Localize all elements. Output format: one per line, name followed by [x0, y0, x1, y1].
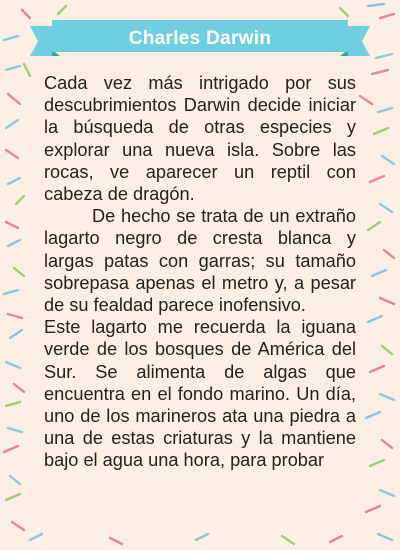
page-title: Charles Darwin [128, 28, 272, 49]
body-text [44, 72, 356, 472]
title-banner [30, 20, 370, 58]
paragraph: Este lagarto me recuerda la iguana verde de los bosques de América del Sur. Se alimenta de algas que encuentra en el fondo marino. Un día, uno de los marineros ata una piedra a una de estas criaturas y la mantiene bajo el agua una hora, para probar [44, 317, 356, 471]
paragraph: De hecho se trata de un extraño lagarto negro de cresta blanca y largas patas con garras; su tamaño sobrepasa apenas el metro y, a pesar de su fealdad parece inofensivo. [44, 206, 356, 316]
paragraph: Cada vez más intrigado por sus descubrimientos Darwin decide iniciar la búsqueda de otras especies y explorar una nueva isla. Sobre las rocas, ve aparecer un reptil con cabeza de dragón. [44, 73, 356, 205]
